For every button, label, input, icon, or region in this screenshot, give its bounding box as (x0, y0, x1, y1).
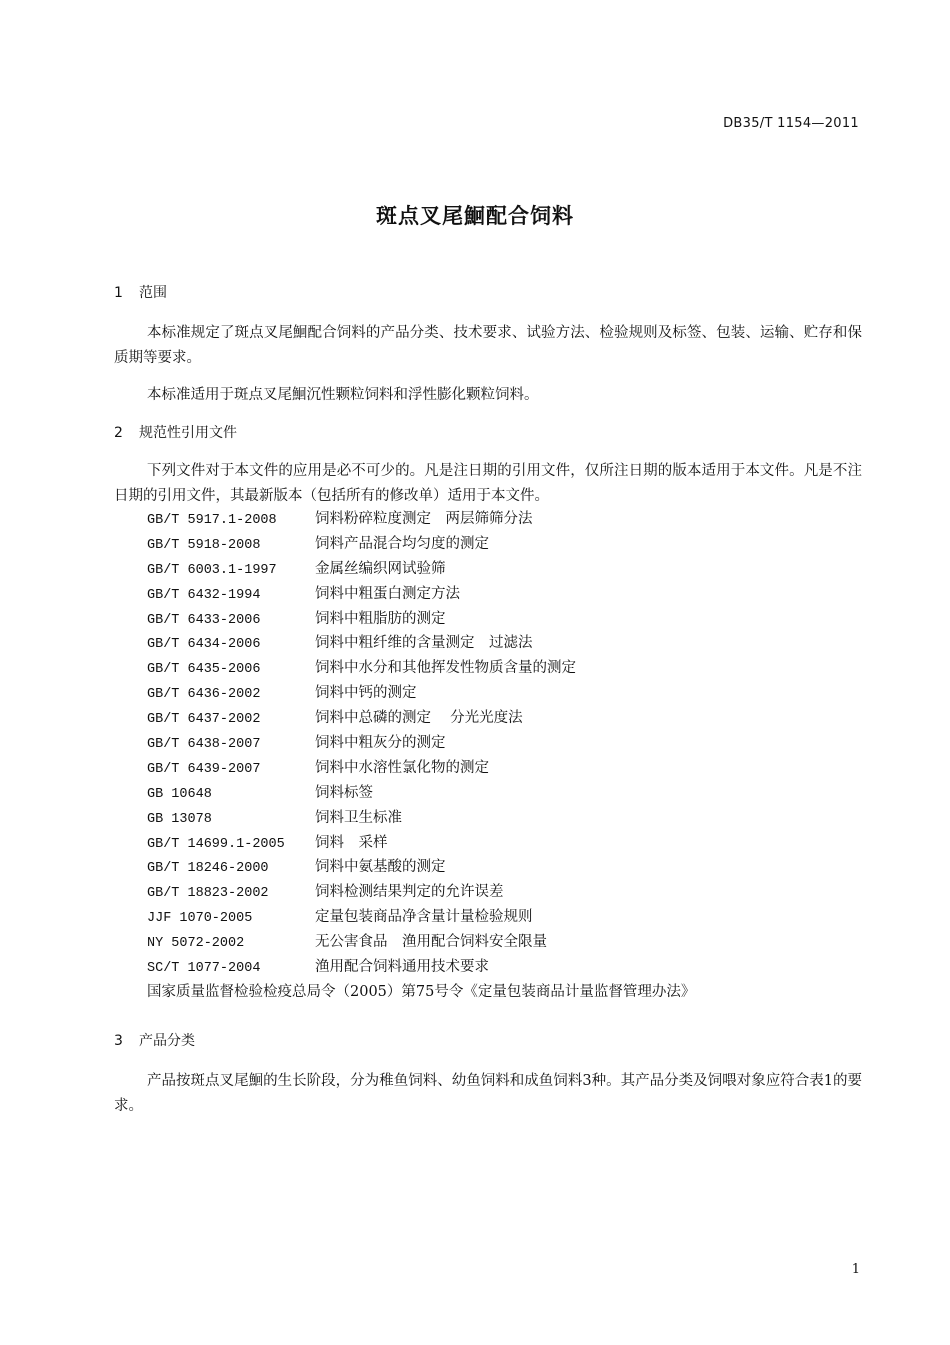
reference-title: 饲料中钙的测定 (315, 685, 417, 702)
reference-item (147, 706, 862, 731)
reference-title: 饲料中粗纤维的含量测定 过滤法 (315, 635, 533, 652)
section-number: 1 (114, 285, 123, 301)
reference-list (147, 507, 862, 1005)
classification-paragraph: 产品按斑点叉尾鮰的生长阶段，分为稚鱼饲料、幼鱼饲料和成鱼饲料3种。其产品分类及饲喂对象应符合表1的要求。 (114, 1073, 862, 1114)
reference-code: GB/T 6432-1994 (147, 587, 261, 603)
reference-item (147, 631, 862, 656)
reference-item (147, 507, 862, 532)
reference-item (147, 532, 862, 557)
section-number: 3 (114, 1033, 123, 1049)
page-number: 1 (851, 1262, 860, 1277)
reference-code: GB/T 6003.1-1997 (147, 562, 277, 578)
section-title: 规范性引用文件 (139, 425, 237, 441)
section-title: 产品分类 (139, 1033, 195, 1049)
scope-paragraph-1: 本标准规定了斑点叉尾鮰配合饲料的产品分类、技术要求、试验方法、检验规则及标签、包装、运输、贮存和保质期等要求。 (114, 325, 862, 366)
reference-title: 饲料中粗脂肪的测定 (315, 610, 446, 627)
reference-title: 无公害食品 渔用配合饲料安全限量 (315, 934, 547, 951)
reference-code: GB/T 14699.1-2005 (147, 836, 285, 852)
reference-code: GB 13078 (147, 811, 212, 827)
reference-code: JJF 1070-2005 (147, 911, 253, 927)
section-heading-scope (114, 282, 167, 302)
reference-item (147, 955, 862, 980)
reference-item (147, 681, 862, 706)
reference-item (147, 756, 862, 781)
reference-item (147, 656, 862, 681)
reference-title: 饲料产品混合均匀度的测定 (315, 535, 489, 552)
reference-title: 饲料中水溶性氯化物的测定 (315, 759, 489, 776)
reference-title: 定量包装商品净含量计量检验规则 (315, 909, 533, 926)
reference-title: 饲料中粗蛋白测定方法 (315, 585, 460, 602)
standard-code: DB35/T 1154—2011 (723, 116, 859, 131)
document-title: 斑点叉尾鮰配合饲料 (376, 204, 574, 228)
reference-item (147, 855, 862, 880)
reference-code: GB/T 5917.1-2008 (147, 513, 277, 528)
reference-code: SC/T 1077-2004 (147, 961, 261, 977)
reference-code: GB/T 6436-2002 (147, 687, 261, 703)
scope-paragraph-2: 本标准适用于斑点叉尾鮰沉性颗粒饲料和浮性膨化颗粒饲料。 (147, 387, 539, 403)
reference-code: GB/T 5918-2008 (147, 537, 261, 553)
reference-title: 饲料卫生标准 (315, 809, 402, 826)
reference-code: GB/T 6433-2006 (147, 612, 261, 628)
reference-title: 饲料中水分和其他挥发性物质含量的测定 (315, 660, 576, 677)
section-title: 范围 (139, 285, 167, 301)
reference-item (147, 731, 862, 756)
reference-code: GB/T 6439-2007 (147, 761, 261, 777)
reference-title: 饲料标签 (315, 784, 373, 801)
reference-title: 渔用配合饲料通用技术要求 (315, 959, 489, 976)
section-heading-product-classification (114, 1030, 195, 1050)
section-number: 2 (114, 425, 123, 441)
reference-item (147, 607, 862, 632)
reference-code: GB 10648 (147, 786, 212, 802)
reference-title: 饲料中氨基酸的测定 (315, 859, 446, 876)
reference-title: 饲料检测结果判定的允许误差 (315, 884, 504, 901)
reference-item (147, 930, 862, 955)
reference-title: 饲料中粗灰分的测定 (315, 735, 446, 752)
references-intro-paragraph: 下列文件对于本文件的应用是必不可少的。凡是注日期的引用文件，仅所注日期的版本适用于本文件。凡是不注日期的引用文件，其最新版本（包括所有的修改单）适用于本文件。 (114, 463, 862, 504)
reference-code: GB/T 6438-2007 (147, 737, 261, 753)
reference-code: GB/T 6434-2006 (147, 637, 261, 653)
reference-note: 国家质量监督检验检疫总局令（2005）第75号令《定量包装商品计量监督管理办法》 (147, 983, 696, 1000)
reference-title: 饲料中总磷的测定 分光光度法 (315, 710, 523, 727)
reference-item (147, 905, 862, 930)
reference-code: NY 5072-2002 (147, 936, 245, 952)
reference-item (147, 557, 862, 582)
reference-code: GB/T 18823-2002 (147, 886, 269, 902)
reference-item (147, 806, 862, 831)
reference-item (147, 582, 862, 607)
reference-code: GB/T 6437-2002 (147, 712, 261, 728)
reference-item (147, 831, 862, 856)
reference-title: 饲料粉碎粒度测定 两层筛筛分法 (315, 511, 533, 527)
reference-code: GB/T 6435-2006 (147, 662, 261, 678)
section-heading-normative-references (114, 422, 237, 442)
reference-title: 金属丝编织网试验筛 (315, 560, 446, 577)
reference-code: GB/T 18246-2000 (147, 861, 269, 877)
reference-title: 饲料 采样 (315, 834, 388, 851)
reference-item (147, 880, 862, 905)
reference-item (147, 781, 862, 806)
